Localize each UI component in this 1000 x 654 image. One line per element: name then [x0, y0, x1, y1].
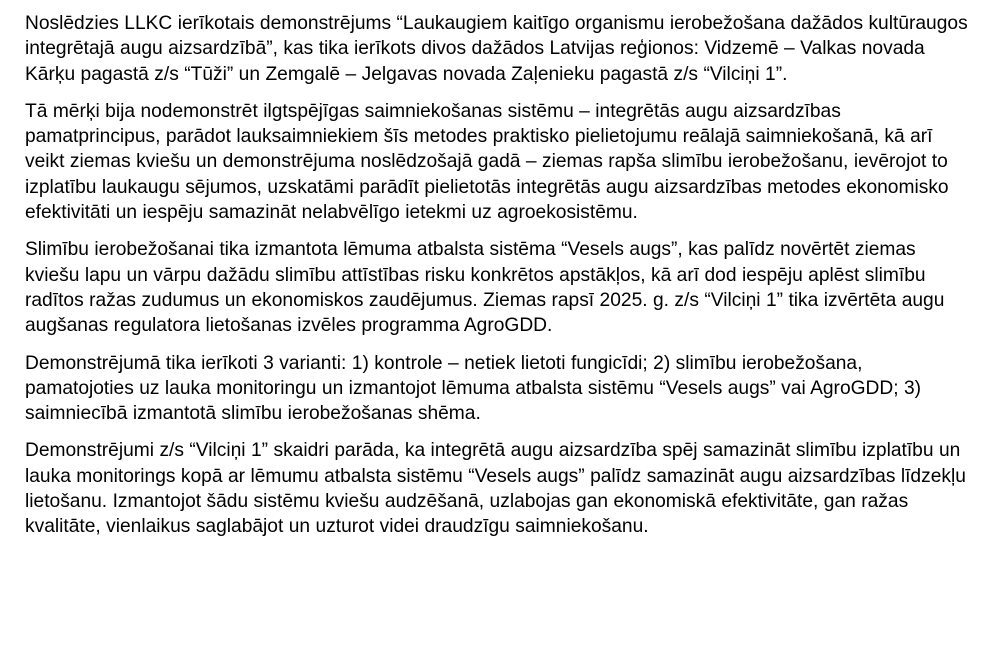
paragraph-5: Demonstrējumi z/s “Vilciņi 1” skaidri parāda, ka integrētā augu aizsardzība spēj samazināt slimību izplatību un lauka monitorings kopā ar lēmumu atbalsta sistēmu “Vesels augs” palīdz samazināt augu aizsardzības līdzekļu lietošanu. Izmantojot šādu sistēmu kviešu audzēšanā, uzlabojas gan ekonomiskā efektivitāte, gan ražas kvalitāte, vienlaikus saglabājot un uzturot videi draudzīgu saimniekošanu. — [25, 440, 966, 538]
paragraph-1: Noslēdzies LLKC ierīkotais demonstrējums “Laukaugiem kaitīgo organismu ierobežošana dažādos kultūraugos integrētajā augu aizsardzībā”, kas tika ierīkots divos dažādos Latvijas reģionos: Vidzemē – Valkas novada Kārķu pagastā z/s “Tūži” un Zemgalē – Jelgavas novada Zaļenieku pagastā z/s “Vilciņi 1”. — [25, 13, 968, 85]
document-body — [25, 11, 970, 540]
paragraph-3: Slimību ierobežošanai tika izmantota lēmuma atbalsta sistēma “Vesels augs”, kas palīdz novērtēt ziemas kviešu lapu un vārpu dažādu slimību attīstības risku konkrētos apstākļos, kā arī dod iespēju aplēst slimību radītos ražas zudumus un ekonomiskos zaudējumus. Ziemas rapsī 2025. g. z/s “Vilciņi 1” tika izvērtēta augu augšanas regulatora lietošanas izvēles programma AgroGDD. — [25, 239, 945, 337]
paragraph-4: Demonstrējumā tika ierīkoti 3 varianti: 1) kontrole – netiek lietoti fungicīdi; 2) slimību ierobežošana, pamatojoties uz lauka monitoringu un izmantojot lēmuma atbalsta sistēmu “Vesels augs” vai AgroGDD; 3) saimniecībā izmantotā slimību ierobežošanas shēma. — [25, 352, 922, 425]
paragraph-2: Tā mērķi bija nodemonstrēt ilgtspējīgas saimniekošanas sistēmu – integrētās augu aizsardzības pamatprincipus, parādot lauksaimniekiem šīs metodes praktisko pielietojumu reālajā saimniekošanā, kā arī veikt ziemas kviešu un demonstrējuma noslēdzošajā gadā – ziemas rapša slimību ierobežošanu, ievērojot to izplatību laukaugu sējumos, uzskatāmi parādīt pielietotās integrētās augu aizsardzības metodes ekonomisko efektivitāti un iespēju samazināt nelabvēlīgo ietekmi uz agroekosistēmu. — [25, 100, 949, 224]
